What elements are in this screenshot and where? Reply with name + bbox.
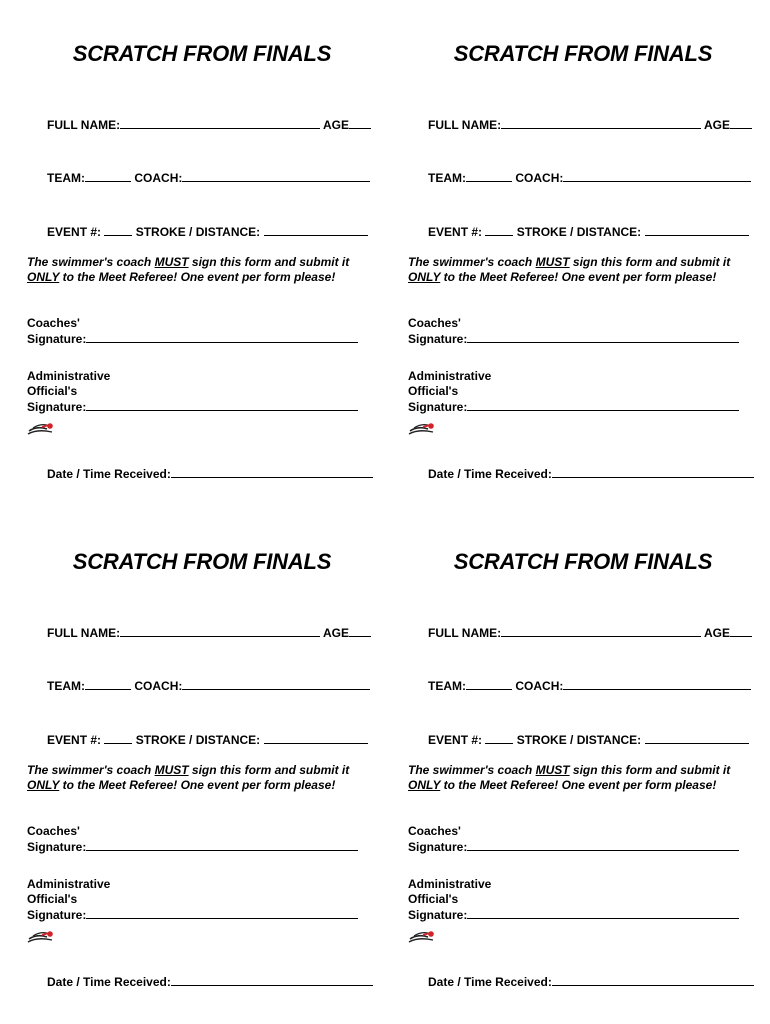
stroke-field[interactable] bbox=[645, 732, 749, 744]
admin-label: Administrative bbox=[27, 877, 111, 891]
coaches-signature-block bbox=[408, 824, 739, 855]
scratch-form bbox=[27, 15, 377, 485]
age-field[interactable] bbox=[730, 117, 752, 129]
instruction-must: MUST bbox=[154, 763, 189, 777]
coach-field[interactable] bbox=[182, 170, 370, 182]
event-label: EVENT #: bbox=[47, 733, 102, 747]
team-field[interactable] bbox=[85, 170, 131, 182]
date-row bbox=[408, 452, 754, 495]
age-label: AGE bbox=[704, 626, 731, 640]
instruction-text: sign this form and submit it bbox=[188, 255, 350, 269]
full-name-field[interactable] bbox=[120, 117, 320, 129]
age-field[interactable] bbox=[349, 117, 371, 129]
form-title: SCRATCH FROM FINALS bbox=[453, 549, 713, 574]
instruction-text: sign this form and submit it bbox=[569, 255, 731, 269]
age-label: AGE bbox=[704, 118, 731, 132]
full-name-row bbox=[27, 103, 371, 146]
team-coach-row bbox=[27, 664, 370, 707]
date-label: Date / Time Received: bbox=[47, 975, 171, 989]
swimmer-logo-icon bbox=[408, 422, 436, 436]
signature-label: Signature: bbox=[408, 400, 468, 414]
team-field[interactable] bbox=[466, 170, 512, 182]
event-row bbox=[27, 210, 368, 253]
full-name-label: FULL NAME: bbox=[47, 626, 121, 640]
full-name-field[interactable] bbox=[501, 117, 701, 129]
swimmer-logo-icon bbox=[27, 930, 55, 944]
coach-label: COACH: bbox=[134, 171, 183, 185]
event-field[interactable] bbox=[104, 224, 132, 236]
admin-signature-field[interactable] bbox=[86, 399, 358, 411]
date-row bbox=[27, 960, 373, 1003]
event-row bbox=[408, 718, 749, 761]
official-label: Official's bbox=[408, 892, 459, 906]
instruction-must: MUST bbox=[535, 255, 570, 269]
scratch-form bbox=[408, 523, 758, 993]
date-row bbox=[27, 452, 373, 495]
team-field[interactable] bbox=[85, 678, 131, 690]
coaches-label: Coaches' bbox=[27, 316, 80, 330]
instruction-text: The swimmer's coach bbox=[408, 763, 536, 777]
date-row bbox=[408, 960, 754, 1003]
instruction-text: sign this form and submit it bbox=[569, 763, 731, 777]
stroke-field[interactable] bbox=[264, 732, 368, 744]
event-label: EVENT #: bbox=[428, 733, 483, 747]
swimmer-logo-icon bbox=[408, 930, 436, 944]
team-label: TEAM: bbox=[428, 679, 467, 693]
coaches-signature-block bbox=[27, 824, 358, 855]
stroke-label: STROKE / DISTANCE: bbox=[516, 225, 642, 239]
team-label: TEAM: bbox=[47, 171, 86, 185]
instructions bbox=[27, 255, 372, 285]
signature-label: Signature: bbox=[27, 332, 87, 346]
coach-field[interactable] bbox=[563, 678, 751, 690]
stroke-label: STROKE / DISTANCE: bbox=[135, 225, 261, 239]
swimmer-logo-icon bbox=[27, 422, 55, 436]
admin-label: Administrative bbox=[408, 877, 492, 891]
instruction-text: The swimmer's coach bbox=[408, 255, 536, 269]
age-label: AGE bbox=[323, 626, 350, 640]
coaches-signature-field[interactable] bbox=[86, 331, 358, 343]
team-label: TEAM: bbox=[428, 171, 467, 185]
official-label: Official's bbox=[27, 892, 78, 906]
instruction-only: ONLY bbox=[408, 778, 441, 792]
full-name-row bbox=[27, 611, 371, 654]
age-label: AGE bbox=[323, 118, 350, 132]
scratch-form bbox=[408, 15, 758, 485]
official-label: Official's bbox=[27, 384, 78, 398]
event-field[interactable] bbox=[485, 732, 513, 744]
full-name-field[interactable] bbox=[501, 625, 701, 637]
stroke-field[interactable] bbox=[264, 224, 368, 236]
full-name-row bbox=[408, 611, 752, 654]
event-label: EVENT #: bbox=[428, 225, 483, 239]
coaches-signature-field[interactable] bbox=[467, 331, 739, 343]
coach-field[interactable] bbox=[563, 170, 751, 182]
coaches-label: Coaches' bbox=[27, 824, 80, 838]
admin-signature-field[interactable] bbox=[467, 399, 739, 411]
form-title: SCRATCH FROM FINALS bbox=[453, 41, 713, 66]
instruction-text: sign this form and submit it bbox=[188, 763, 350, 777]
instructions bbox=[408, 255, 753, 285]
admin-label: Administrative bbox=[408, 369, 492, 383]
full-name-field[interactable] bbox=[120, 625, 320, 637]
instruction-text: to the Meet Referee! One event per form please! bbox=[440, 778, 717, 792]
instruction-text: to the Meet Referee! One event per form please! bbox=[59, 270, 336, 284]
coaches-signature-block bbox=[27, 316, 358, 347]
event-row bbox=[408, 210, 749, 253]
signature-label: Signature: bbox=[27, 908, 87, 922]
instruction-only: ONLY bbox=[27, 778, 60, 792]
admin-signature-block bbox=[27, 877, 358, 923]
stroke-label: STROKE / DISTANCE: bbox=[135, 733, 261, 747]
team-coach-row bbox=[27, 156, 370, 199]
full-name-row bbox=[408, 103, 752, 146]
event-field[interactable] bbox=[485, 224, 513, 236]
instruction-text: to the Meet Referee! One event per form please! bbox=[59, 778, 336, 792]
full-name-label: FULL NAME: bbox=[428, 626, 502, 640]
date-label: Date / Time Received: bbox=[428, 975, 552, 989]
signature-label: Signature: bbox=[27, 840, 87, 854]
instruction-must: MUST bbox=[535, 763, 570, 777]
age-field[interactable] bbox=[730, 625, 752, 637]
admin-signature-block bbox=[408, 369, 739, 415]
stroke-label: STROKE / DISTANCE: bbox=[516, 733, 642, 747]
scratch-form bbox=[27, 523, 377, 993]
coach-label: COACH: bbox=[134, 679, 183, 693]
coaches-signature-block bbox=[408, 316, 739, 347]
signature-label: Signature: bbox=[408, 840, 468, 854]
instruction-text: to the Meet Referee! One event per form please! bbox=[440, 270, 717, 284]
instructions bbox=[408, 763, 753, 793]
signature-label: Signature: bbox=[408, 332, 468, 346]
instruction-only: ONLY bbox=[27, 270, 60, 284]
signature-label: Signature: bbox=[408, 908, 468, 922]
admin-signature-block bbox=[27, 369, 358, 415]
admin-signature-block bbox=[408, 877, 739, 923]
stroke-field[interactable] bbox=[645, 224, 749, 236]
form-title: SCRATCH FROM FINALS bbox=[72, 549, 332, 574]
date-field[interactable] bbox=[171, 974, 373, 986]
instruction-text: The swimmer's coach bbox=[27, 763, 155, 777]
admin-label: Administrative bbox=[27, 369, 111, 383]
team-label: TEAM: bbox=[47, 679, 86, 693]
event-field[interactable] bbox=[104, 732, 132, 744]
date-label: Date / Time Received: bbox=[47, 467, 171, 481]
date-field[interactable] bbox=[552, 466, 754, 478]
coaches-signature-field[interactable] bbox=[467, 839, 739, 851]
coach-label: COACH: bbox=[515, 171, 564, 185]
admin-signature-field[interactable] bbox=[86, 907, 358, 919]
signature-label: Signature: bbox=[27, 400, 87, 414]
event-label: EVENT #: bbox=[47, 225, 102, 239]
instruction-text: The swimmer's coach bbox=[27, 255, 155, 269]
full-name-label: FULL NAME: bbox=[47, 118, 121, 132]
date-field[interactable] bbox=[171, 466, 373, 478]
team-coach-row bbox=[408, 156, 751, 199]
event-row bbox=[27, 718, 368, 761]
age-field[interactable] bbox=[349, 625, 371, 637]
official-label: Official's bbox=[408, 384, 459, 398]
team-field[interactable] bbox=[466, 678, 512, 690]
coaches-label: Coaches' bbox=[408, 316, 461, 330]
date-field[interactable] bbox=[552, 974, 754, 986]
coach-field[interactable] bbox=[182, 678, 370, 690]
coaches-signature-field[interactable] bbox=[86, 839, 358, 851]
form-title: SCRATCH FROM FINALS bbox=[72, 41, 332, 66]
admin-signature-field[interactable] bbox=[467, 907, 739, 919]
instruction-must: MUST bbox=[154, 255, 189, 269]
coaches-label: Coaches' bbox=[408, 824, 461, 838]
instructions bbox=[27, 763, 372, 793]
coach-label: COACH: bbox=[515, 679, 564, 693]
team-coach-row bbox=[408, 664, 751, 707]
date-label: Date / Time Received: bbox=[428, 467, 552, 481]
full-name-label: FULL NAME: bbox=[428, 118, 502, 132]
instruction-only: ONLY bbox=[408, 270, 441, 284]
